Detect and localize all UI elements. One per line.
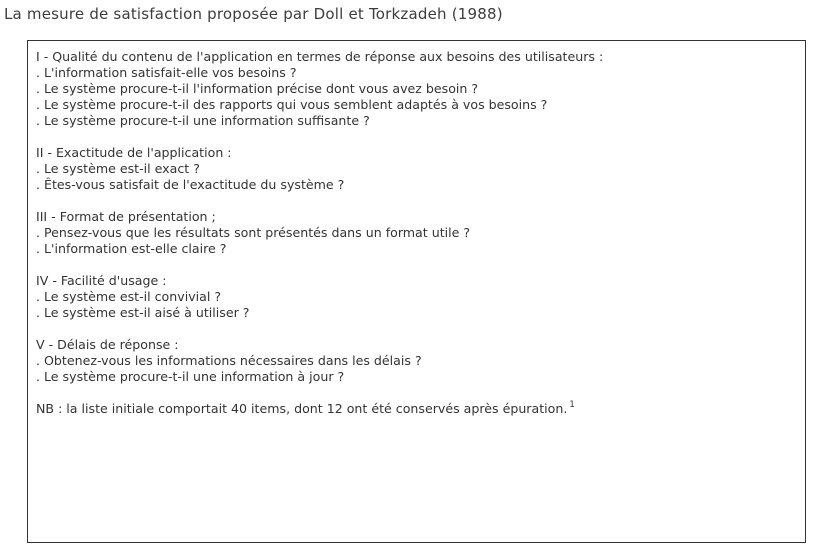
question-item: . Le système procure-t-il une information à jour ? (36, 369, 345, 384)
question-item: . L'information satisfait-elle vos besoins ? (36, 65, 297, 80)
question-item: . L'information est-elle claire ? (36, 241, 227, 256)
section-heading: V - Délais de réponse : (36, 337, 179, 352)
section-accuracy (36, 145, 805, 193)
section-response-time (36, 337, 805, 385)
question-item: . Le système procure-t-il l'information précise dont vous avez besoin ? (36, 81, 479, 96)
section-ease-of-use (36, 273, 805, 321)
questionnaire-box (27, 40, 806, 543)
question-item: . Êtes-vous satisfait de l'exactitude du système ? (36, 177, 345, 192)
question-item: . Le système procure-t-il une information suffisante ? (36, 113, 370, 128)
section-content-quality (36, 49, 805, 129)
question-item: . Le système est-il convivial ? (36, 289, 222, 304)
note-text: NB : la liste initiale comportait 40 items, dont 12 ont été conservés après épuration. (36, 401, 568, 416)
question-item: . Le système est-il aisé à utiliser ? (36, 305, 250, 320)
section-heading: II - Exactitude de l'application : (36, 145, 232, 160)
section-heading: IV - Facilité d'usage : (36, 273, 167, 288)
question-item: . Pensez-vous que les résultats sont présentés dans un format utile ? (36, 225, 471, 240)
footnote-note (36, 401, 805, 417)
section-heading: I - Qualité du contenu de l'application en termes de réponse aux besoins des utilisateurs : (36, 49, 604, 64)
section-heading: III - Format de présentation ; (36, 209, 216, 224)
question-item: . Obtenez-vous les informations nécessaires dans les délais ? (36, 353, 422, 368)
section-format (36, 209, 805, 257)
question-item: . Le système est-il exact ? (36, 161, 200, 176)
document-title: La mesure de satisfaction proposée par Doll et Torkzadeh (1988) (4, 5, 503, 23)
question-item: . Le système procure-t-il des rapports qui vous semblent adaptés à vos besoins ? (36, 97, 548, 112)
footnote-marker: 1 (569, 400, 575, 410)
